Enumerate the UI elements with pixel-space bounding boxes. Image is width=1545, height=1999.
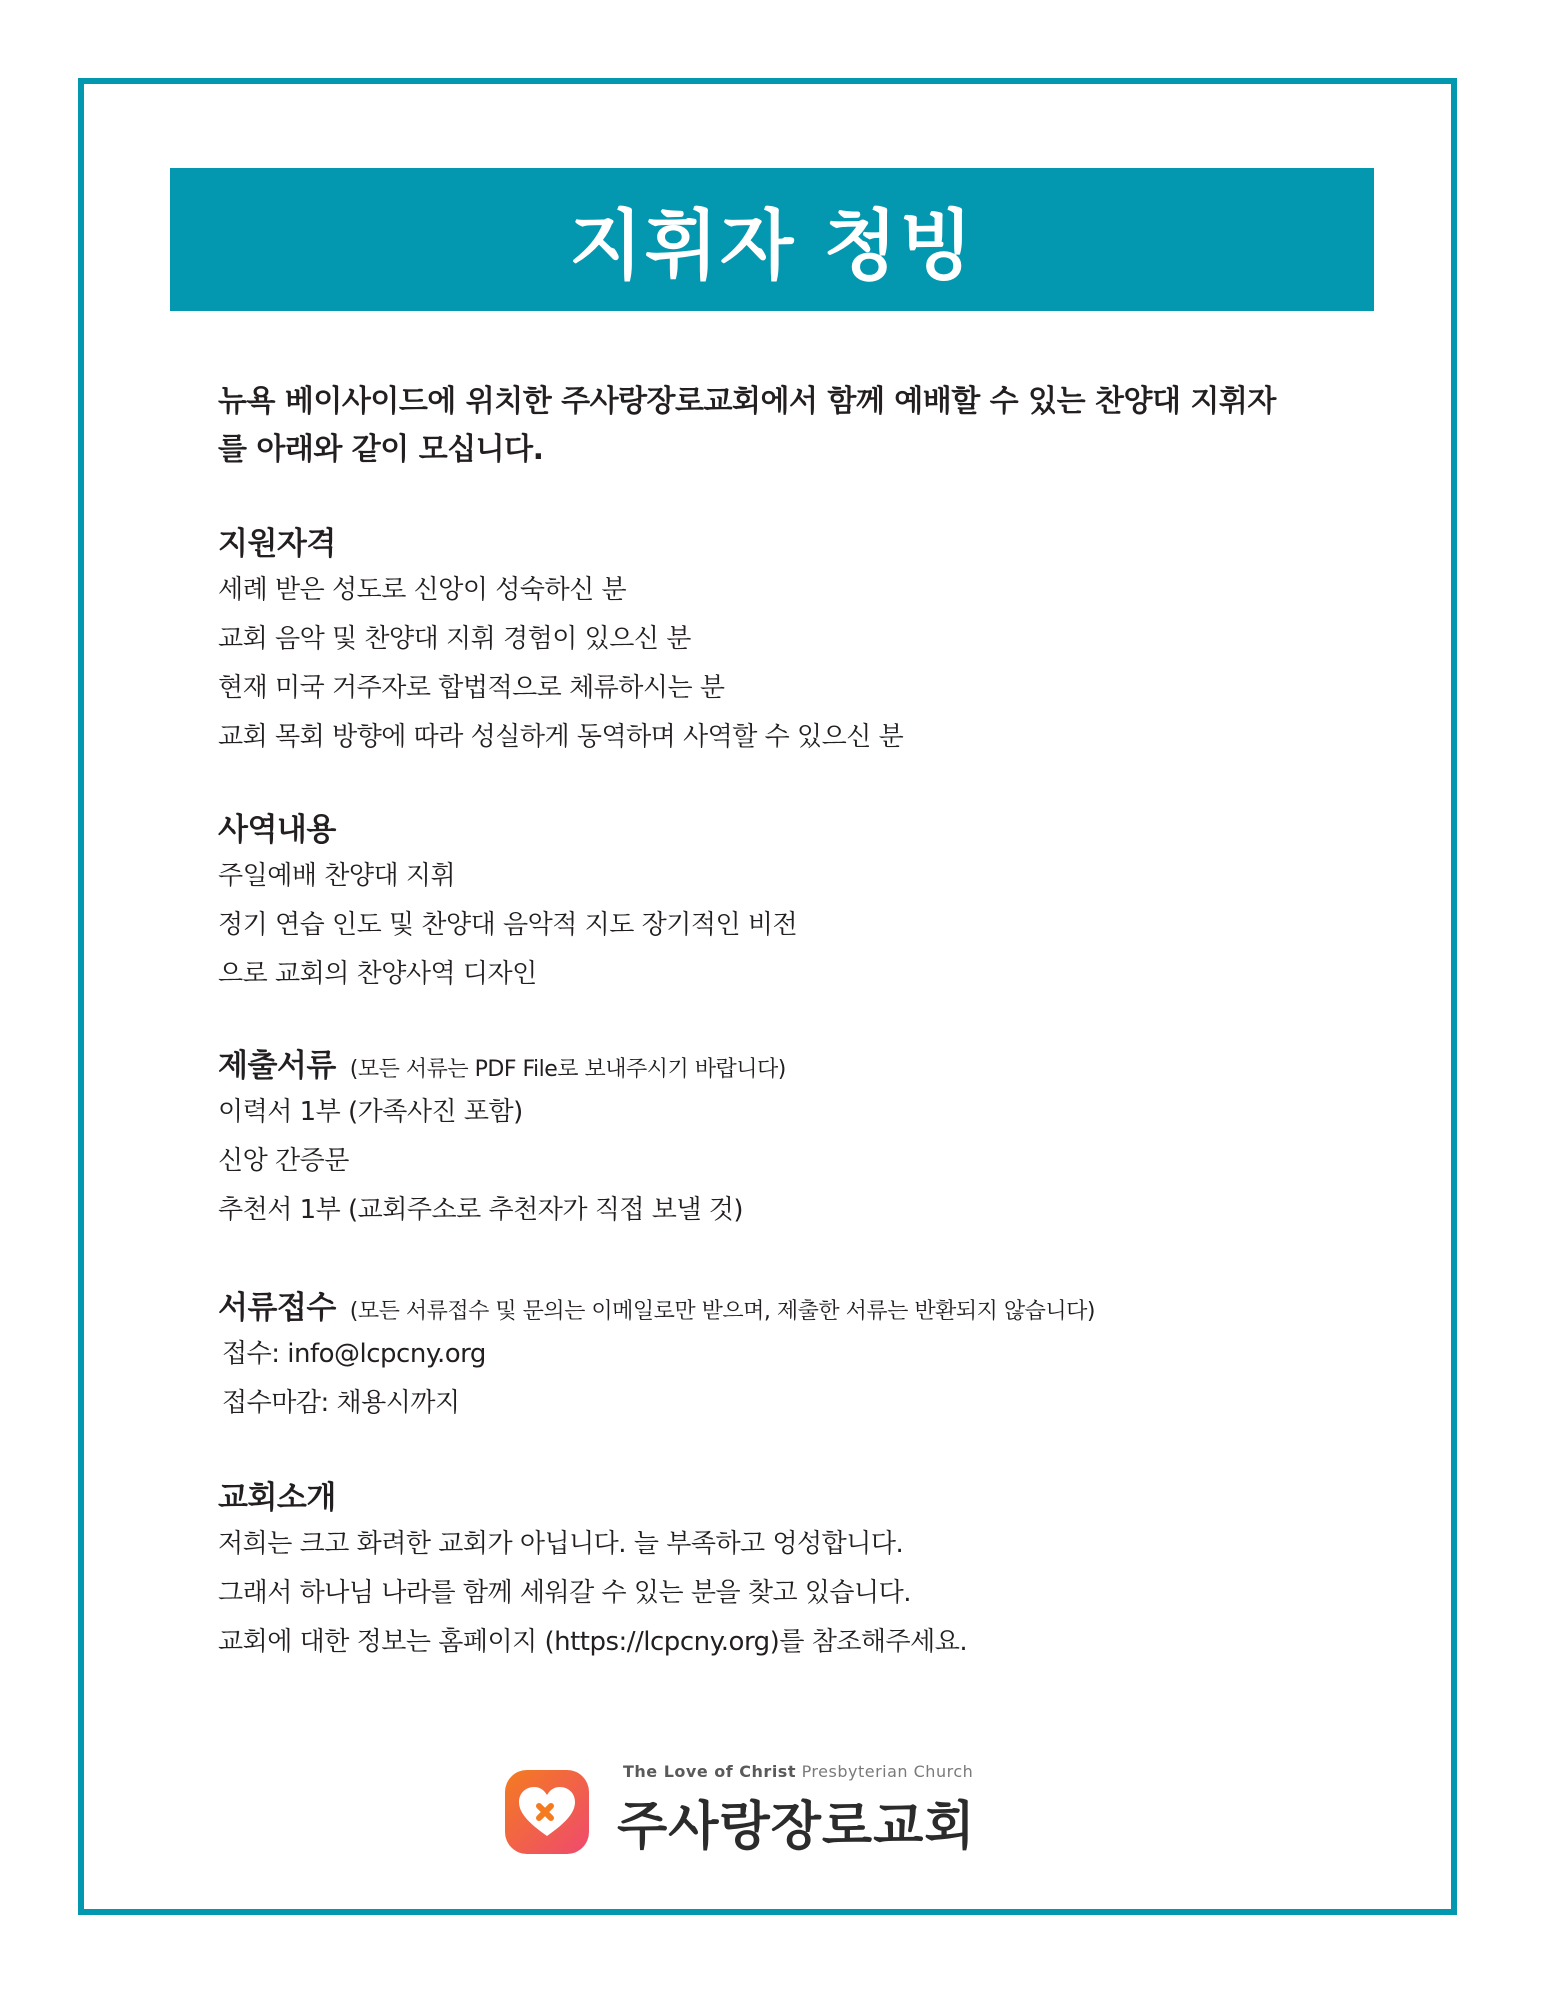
list-item: 저희는 크고 화려한 교회가 아닙니다. 늘 부족하고 엉성합니다. <box>218 1529 904 1559</box>
list-item: 주일예배 찬양대 지휘 <box>218 861 456 891</box>
logo-english-name: The Love of Christ Presbyterian Church <box>623 1762 974 1781</box>
list-item: 으로 교회의 찬양사역 디자인 <box>218 959 537 989</box>
intro-line: 뉴욕 베이사이드에 위치한 주사랑장로교회에서 함께 예배할 수 있는 찬양대 지휘자 <box>218 384 1276 419</box>
heart-cross-icon <box>505 1770 589 1854</box>
page-title: 지휘자 청빙 <box>569 201 975 290</box>
list-item: 접수마감: 채용시까지 <box>222 1388 460 1418</box>
section-title: 교회소개 <box>218 1480 336 1516</box>
list-item: 접수: info@lcpcny.org <box>222 1339 486 1369</box>
intro-line: 를 아래와 같이 모십니다. <box>218 432 544 467</box>
list-item: 이력서 1부 (가족사진 포함) <box>218 1097 523 1127</box>
list-item: 교회 음악 및 찬양대 지휘 경험이 있으신 분 <box>218 624 691 654</box>
section-note: (모든 서류는 PDF File로 보내주시기 바랍니다) <box>349 1057 786 1082</box>
section-submission <box>218 1286 1338 1428</box>
section-title: 지원자격 <box>218 526 336 562</box>
list-item: 현재 미국 거주자로 합법적으로 체류하시는 분 <box>218 673 725 703</box>
list-item: 세례 받은 성도로 신앙이 성숙하신 분 <box>218 575 627 605</box>
list-item: 정기 연습 인도 및 찬양대 음악적 지도 장기적인 비전 <box>218 910 798 940</box>
list-item: 그래서 하나님 나라를 함께 세워갈 수 있는 분을 찾고 있습니다. <box>218 1578 912 1608</box>
church-logo <box>505 1762 985 1857</box>
section-ministry <box>218 808 1338 999</box>
list-item: 신앙 간증문 <box>218 1146 349 1176</box>
section-title: 서류접수 <box>218 1290 336 1326</box>
section-documents <box>218 1044 1338 1235</box>
list-item: 교회 목회 방향에 따라 성실하게 동역하며 사역할 수 있으신 분 <box>218 722 904 752</box>
section-title: 제출서류 <box>218 1048 336 1084</box>
section-title: 사역내용 <box>218 812 336 848</box>
section-note: (모든 서류접수 및 문의는 이메일로만 받으며, 제출한 서류는 반환되지 않습니다) <box>349 1299 1095 1324</box>
section-about <box>218 1476 1338 1667</box>
intro-text <box>218 378 1338 474</box>
title-banner <box>170 168 1374 311</box>
list-item: 추천서 1부 (교회주소로 추천자가 직접 보낼 것) <box>218 1195 744 1225</box>
section-qualifications <box>218 522 1338 762</box>
logo-korean-name: 주사랑장로교회 <box>617 1797 976 1857</box>
list-item: 교회에 대한 정보는 홈페이지 (https://lcpcny.org)를 참조해주세요. <box>218 1627 968 1657</box>
